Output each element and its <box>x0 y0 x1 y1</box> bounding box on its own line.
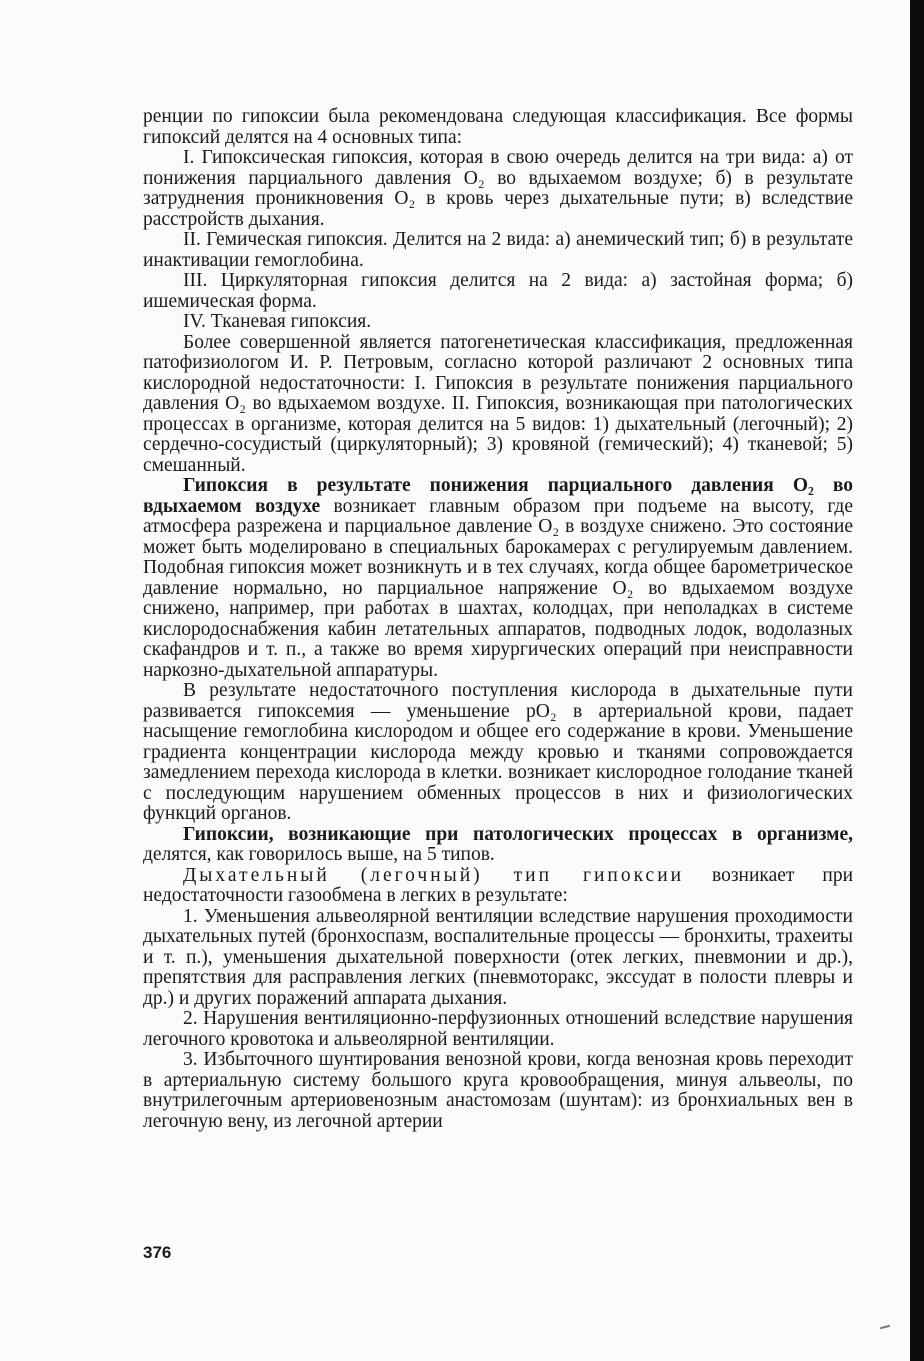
paragraph: II. Гемическая гипоксия. Делится на 2 вида: а) анемический тип; б) в результате инактивации гемоглобина. <box>143 229 853 271</box>
paragraph: Более совершенной является патогенетическая классификация, предложенная патофизиологом И. Р. Петровым, согласно которой различают 2 основных типа кислородной недостаточности: I. Гипоксия в результате понижения парциального давления O₂ во вдыхаемом воздухе. II. Гипоксия, возникающая при патологических процессах в организме, которая делится на 5 видов: 1) дыхательный (легочный); 2) сердечно-сосудистый (циркуляторный); 3) кровяной (гемический); 4) тканевой; 5) смешанный. <box>143 331 853 476</box>
scan-mark <box>880 1325 890 1330</box>
paragraph <box>143 825 853 866</box>
paragraph: 3. Избыточного шунтирования венозной крови, когда венозная кровь переходит в артериальную систему большого круга кровообращения, минуя альвеолы, по внутрилегочным артериовенозным анастомозам (шунтам): из бронхиальных вен в легочную вену, из легочной артерии <box>143 1049 853 1132</box>
spaced-heading: Дыхательный (легочный) тип гипоксии <box>183 864 685 886</box>
paragraph: В результате недостаточного поступления кислорода в дыхательные пути развивается гипоксемия — уменьшение pO₂ в артериальной крови, падает насыщение гемоглобина кислородом и общее его содержание в крови. Уменьшение градиента концентрации кислорода между кровью и тканями сопровождается замедлением перехода кислорода в клетки. возникает кислородное голодание тканей с последующим нарушением обменных процессов в них и физиологических функций органов. <box>143 680 853 824</box>
page-body <box>143 107 853 1132</box>
paragraph-text: делятся, как говорилось выше, на 5 типов. <box>143 844 495 865</box>
page-number: 376 <box>143 1243 172 1262</box>
paragraph-text: возникает главным образом при подъеме на высоту, где атмосфера разрежена и парциальное давление O₂ в воздухе снижено. Это состояние может быть моделировано в специальных барокамерах с регулируемым давлением. Подобная гипоксия может возникнуть и в тех случаях, когда общее барометрическое давление нормально, но парциальное напряжение O₂ во вдыхаемом воздухе снижено, например, при работах в шахтах, колодцах, при неполадках в системе кислородоснабжения кабин летательных аппаратов, подводных лодок, водолазных скафандров и т. п., а также во время хирургических операций при неисправности наркозно-дыхательной аппаратуры. <box>143 495 853 681</box>
paragraph <box>143 476 853 681</box>
paragraph-text: возникает при недостаточности газообмена в легких в результате: <box>143 864 854 906</box>
paragraph <box>143 866 853 907</box>
paragraph: IV. Тканевая гипоксия. <box>183 311 372 332</box>
paragraph: 2. Нарушения вентиляционно-перфузионных отношений вследствие нарушения легочного кровотока и альвеолярной вентиляции. <box>143 1008 853 1050</box>
paragraph: ренции по гипоксии была рекомендована следующая классификация. Все формы гипоксий делятся на 4 основных типа: <box>143 106 853 148</box>
paragraph: I. Гипоксическая гипоксия, которая в свою очередь делится на три вида: а) от понижения парциального давления O₂ во вдыхаемом воздухе; б) в результате затруднения проникновения O₂ в кровь через дыхательные пути; в) вследствие расстройств дыхания. <box>143 147 853 230</box>
paragraph: 1. Уменьшения альвеолярной вентиляции вследствие нарушения проходимости дыхательных путей (бронхоспазм, воспалительные процессы — бронхиты, трахеиты и т. п.), уменьшения дыхательной поверхности (отек легких, пневмонии и др.), препятствия для расправления легких (пневмоторакс, экссудат в полости плевры и др.) и других поражений аппарата дыхания. <box>143 905 853 1009</box>
paragraph: III. Циркуляторная гипоксия делится на 2 вида: а) застойная форма; б) ишемическая форма. <box>143 270 853 312</box>
bold-heading: Гипоксия в результате понижения парциального давления O₂ во вдыхаемом воздухе <box>143 475 853 517</box>
bold-heading: Гипоксии, возникающие при патологических процессах в организме, <box>183 823 853 845</box>
scan-edge-bar <box>910 0 924 1361</box>
